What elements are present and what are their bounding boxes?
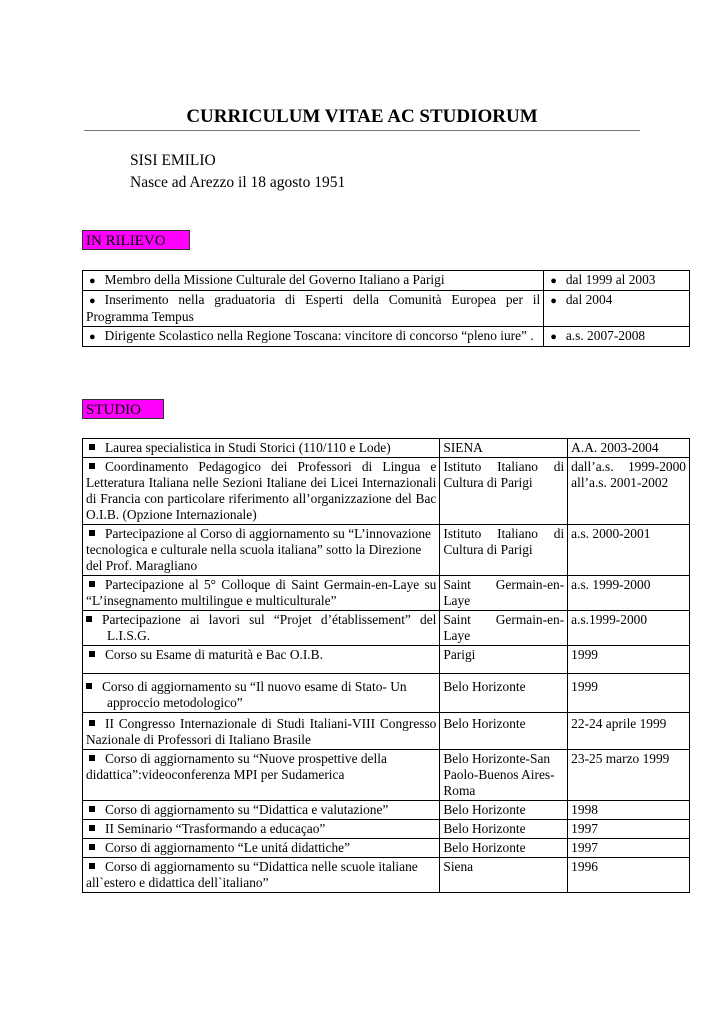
studio-date: 1999 [568,646,690,674]
bullet-icon: ● [550,331,557,343]
bullet-icon: ● [89,331,96,343]
table-row [83,611,690,646]
studio-date: a.s.1999-2000 [568,611,690,646]
studio-place: Saint Germain-en-Laye [440,611,568,646]
table-row [83,646,690,674]
table-row [83,801,690,820]
document-title: CURRICULUM VITAE AC STUDIORUM [186,106,538,127]
studio-place: Belo Horizonte [440,801,568,820]
rilievo-date: dal 1999 al 2003 [565,272,656,287]
studio-date: 1996 [568,858,690,893]
table-row [83,750,690,801]
bullet-square-icon [89,844,95,850]
studio-place: Parigi [440,646,568,674]
bullet-square-icon [86,616,92,622]
bullet-square-icon [89,581,95,587]
rilievo-text: Dirigente Scolastico nella Regione Toscana: vincitore di concorso “pleno iure” . [104,328,534,343]
studio-place: Belo Horizonte [440,674,568,713]
table-row [83,713,690,750]
table-row [83,576,690,611]
table-row [83,820,690,839]
studio-date: A.A. 2003-2004 [568,439,690,458]
table-row [83,458,690,525]
studio-place: Istituto Italiano di Cultura di Parigi [440,458,568,525]
studio-text: Corso di aggiornamento su “Nuove prospettive della didattica”:videoconferenza MPI per Sudamerica [86,751,387,782]
studio-place: Belo Horizonte-San Paolo-Buenos Aires-Roma [440,750,568,801]
table-row [83,525,690,576]
bullet-icon: ● [89,275,96,287]
bullet-square-icon [89,720,95,726]
studio-date: 1999 [568,674,690,713]
section-label-studio: STUDIO [82,399,164,419]
rilievo-date: dal 2004 [565,292,613,307]
bullet-square-icon [89,463,95,469]
table-row [83,674,690,713]
studio-date: 1997 [568,839,690,858]
bullet-square-icon [89,530,95,536]
bullet-square-icon [86,683,92,689]
person-block [130,150,345,194]
studio-text: Corso di aggiornamento su “Didattica e valutazione” [105,802,389,817]
bullet-square-icon [89,444,95,450]
studio-text: II Seminario “Trasformando a educaçao” [105,821,326,836]
person-name: SISI EMILIO [130,152,216,169]
bullet-square-icon [89,863,95,869]
table-row [83,291,690,327]
table-row [83,327,690,347]
studio-place: Siena [440,858,568,893]
rilievo-table [82,270,690,347]
studio-date: dall’a.s. 1999-2000 all’a.s. 2001-2002 [568,458,690,525]
studio-text: Corso di aggiornamento su “Il nuovo esame di Stato- Un approccio metodologico” [102,679,407,710]
studio-date: a.s. 1999-2000 [568,576,690,611]
studio-text: Corso di aggiornamento “Le unitá didattiche” [105,840,351,855]
studio-date: 23-25 marzo 1999 [568,750,690,801]
studio-text: Partecipazione al 5° Colloque di Saint Germain-en-Laye su “L’insegnamento multilingue e multiculturale” [86,577,437,608]
bullet-icon: ● [89,295,96,307]
bullet-square-icon [89,825,95,831]
studio-place: Istituto Italiano di Cultura di Parigi [440,525,568,576]
bullet-square-icon [89,755,95,761]
studio-place: Belo Horizonte [440,820,568,839]
studio-text: Partecipazione al Corso di aggiornamento su “L’innovazione tecnologica e culturale nella scuola italiana” sotto la Direzione del Prof. Maragliano [86,526,431,573]
studio-text: Partecipazione ai lavori sul “Projet d’établissement” del L.I.S.G. [102,612,437,643]
studio-text: Laurea specialistica in Studi Storici (110/110 e Lode) [105,440,391,455]
studio-text: II Congresso Internazionale di Studi Italiani-VIII Congresso Nazionale di Professori di Italiano Brasile [86,716,437,747]
person-birth: Nasce ad Arezzo il 18 agosto 1951 [130,174,346,191]
bullet-square-icon [89,651,95,657]
table-row [83,858,690,893]
studio-text: Corso su Esame di maturità e Bac O.I.B. [105,647,323,662]
studio-text: Corso di aggiornamento su “Didattica nelle scuole italiane all`estero e didattica dell`italiano” [86,859,418,890]
bullet-square-icon [89,806,95,812]
studio-date: 1998 [568,801,690,820]
rilievo-text: Inserimento nella graduatoria di Esperti della Comunità Europea per il Programma Tempus [86,292,541,324]
studio-date: 22-24 aprile 1999 [568,713,690,750]
rilievo-text: Membro della Missione Culturale del Governo Italiano a Parigi [104,272,445,287]
table-row [83,439,690,458]
rilievo-date: a.s. 2007-2008 [565,328,646,343]
studio-place: Saint Germain-en-Laye [440,576,568,611]
bullet-icon: ● [550,275,557,287]
studio-place: Belo Horizonte [440,839,568,858]
studio-date: a.s. 2000-2001 [568,525,690,576]
studio-table [82,438,690,893]
section-label-rilievo: IN RILIEVO [82,230,190,250]
studio-place: SIENA [440,439,568,458]
studio-date: 1997 [568,820,690,839]
bullet-icon: ● [550,295,557,307]
title-rule [84,130,640,131]
table-row [83,839,690,858]
studio-place: Belo Horizonte [440,713,568,750]
table-row [83,271,690,291]
studio-text: Coordinamento Pedagogico dei Professori di Lingua e Letteratura Italiana nelle Sezioni Italiane dei Licei Internazionali di Francia con particolare riferimento all’organizzazione del Bac O.I.B. (Opzione Internazionale) [86,459,437,522]
